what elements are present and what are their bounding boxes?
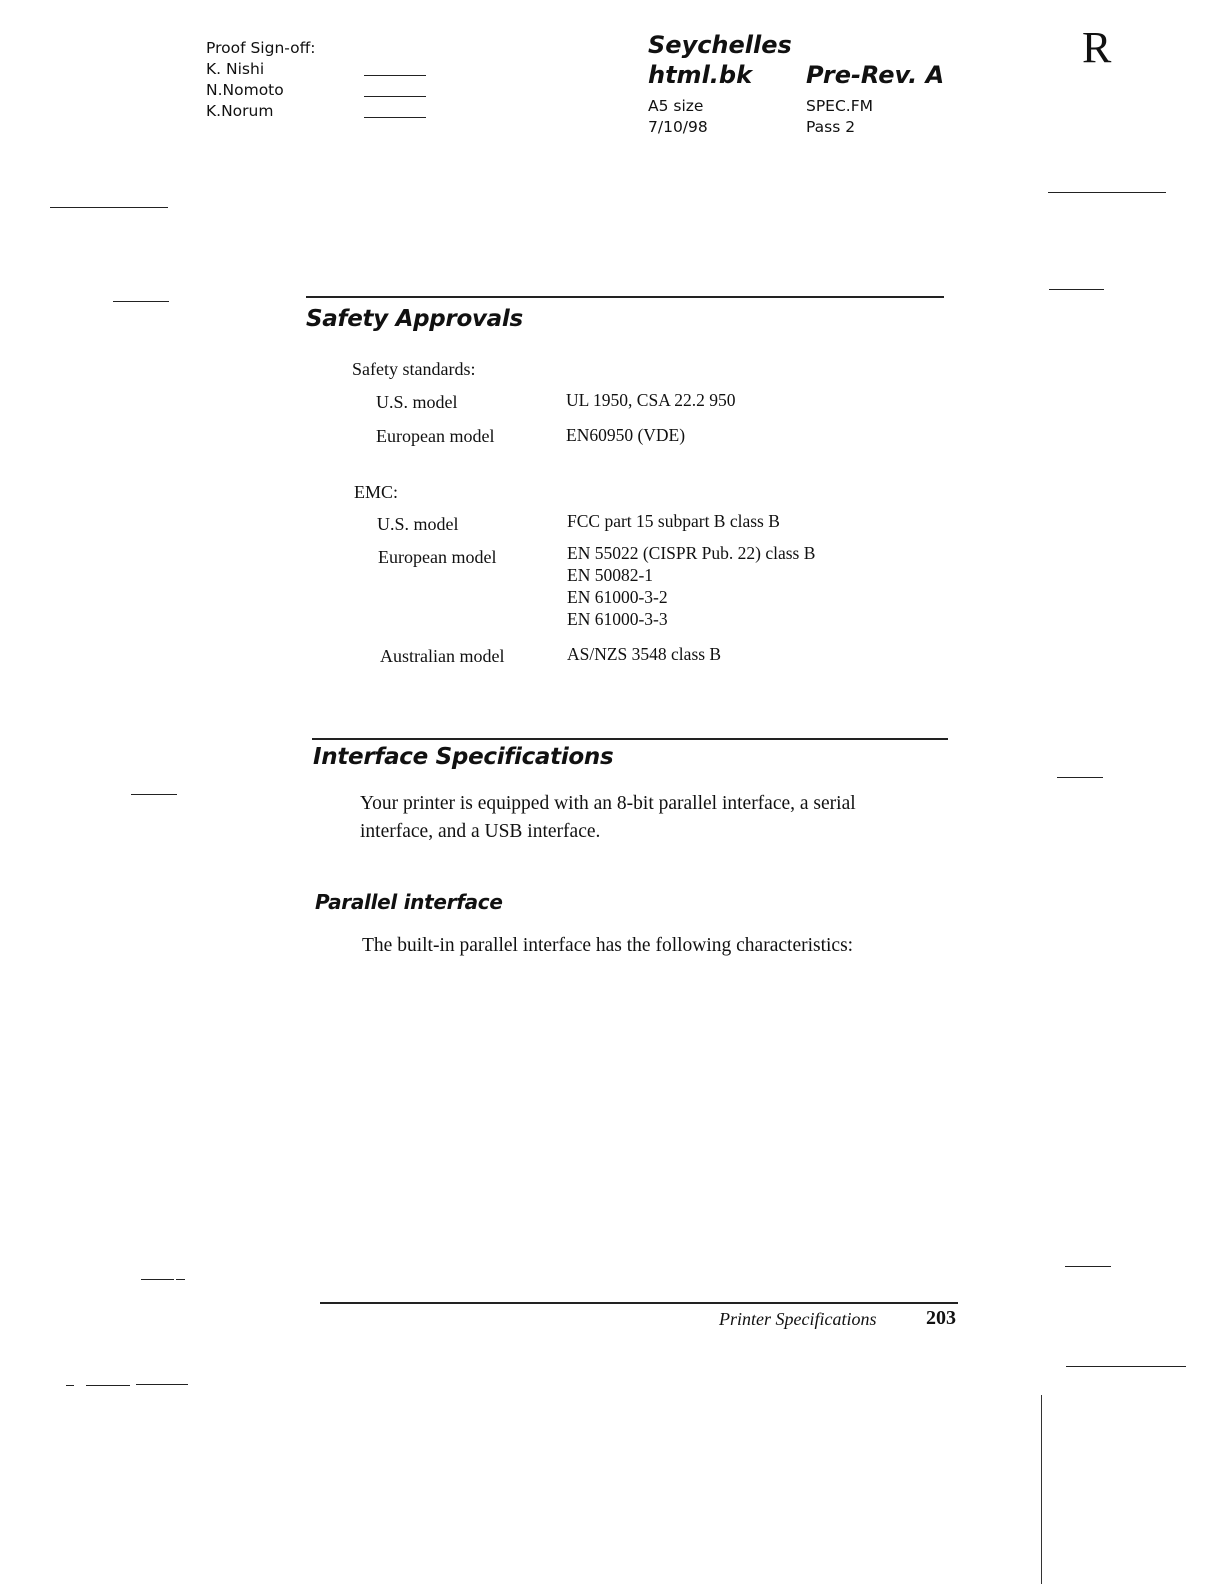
spec-value-line: EN 50082-1 (567, 565, 654, 585)
crop-mark (1057, 777, 1103, 778)
section-rule (306, 296, 944, 298)
emc-label: EMC: (354, 482, 399, 502)
parallel-description: The built-in parallel interface has the following characteristics: (362, 935, 854, 956)
revision-label: Pre-Rev. A (806, 61, 945, 89)
signer-name: K.Norum (206, 102, 274, 120)
proof-signoff (206, 38, 316, 122)
crop-mark (1065, 1266, 1111, 1267)
section-heading-safety: Safety Approvals (306, 306, 523, 332)
spec-label: European model (378, 547, 497, 567)
spec-label: U.S. model (377, 514, 459, 534)
spec-value: UL 1950, CSA 22.2 950 (566, 390, 736, 410)
spec-value (567, 542, 815, 630)
spec-label: European model (376, 426, 495, 446)
crop-mark (1066, 1366, 1186, 1367)
crop-mark (131, 794, 177, 795)
spec-label: Australian model (380, 646, 505, 666)
signoff-line (364, 75, 426, 76)
pass-label: Pass 2 (806, 118, 856, 136)
section-heading-interface: Interface Specifications (313, 744, 614, 770)
section-rule (312, 738, 948, 740)
interface-intro (360, 790, 960, 846)
page-size: A5 size (648, 97, 704, 115)
crop-mark (1041, 1395, 1042, 1584)
spec-value-line: EN 61000-3-2 (567, 587, 668, 607)
doc-date: 7/10/98 (648, 118, 708, 136)
spec-value: EN60950 (VDE) (566, 425, 686, 445)
crop-mark (86, 1385, 130, 1386)
crop-mark (1048, 192, 1166, 193)
crop-mark (141, 1279, 174, 1280)
proof-signoff-title: Proof Sign-off: (206, 39, 316, 57)
spec-value: AS/NZS 3548 class B (567, 644, 722, 664)
subsection-heading-parallel: Parallel interface (315, 890, 503, 914)
crop-mark (66, 1385, 74, 1386)
signer-name: N.Nomoto (206, 81, 284, 99)
book-title-line2: html.bk (648, 61, 753, 89)
spec-value: FCC part 15 subpart B class B (567, 511, 780, 531)
crop-mark (1049, 289, 1104, 290)
spec-value-line: EN 55022 (CISPR Pub. 22) class B (567, 543, 816, 563)
crop-mark (176, 1279, 185, 1280)
crop-mark (50, 207, 168, 208)
signoff-line (364, 117, 426, 118)
crop-mark (113, 301, 169, 302)
safety-standards-label: Safety standards: (352, 359, 476, 379)
book-title-line1: Seychelles (648, 31, 792, 59)
crop-mark (136, 1384, 188, 1385)
paragraph-line: Your printer is equipped with an 8-bit parallel interface, a serial (360, 793, 856, 814)
signer-name: K. Nishi (206, 60, 265, 78)
footer-rule (320, 1302, 958, 1304)
page-number: 203 (926, 1307, 956, 1329)
paragraph-line: interface, and a USB interface. (360, 821, 601, 842)
revision-mark: R (1082, 23, 1112, 72)
spec-value-line: EN 61000-3-3 (567, 609, 668, 629)
footer-chapter: Printer Specifications (719, 1309, 877, 1329)
file-name: SPEC.FM (806, 97, 874, 115)
signoff-line (364, 96, 426, 97)
spec-label: U.S. model (376, 392, 458, 412)
